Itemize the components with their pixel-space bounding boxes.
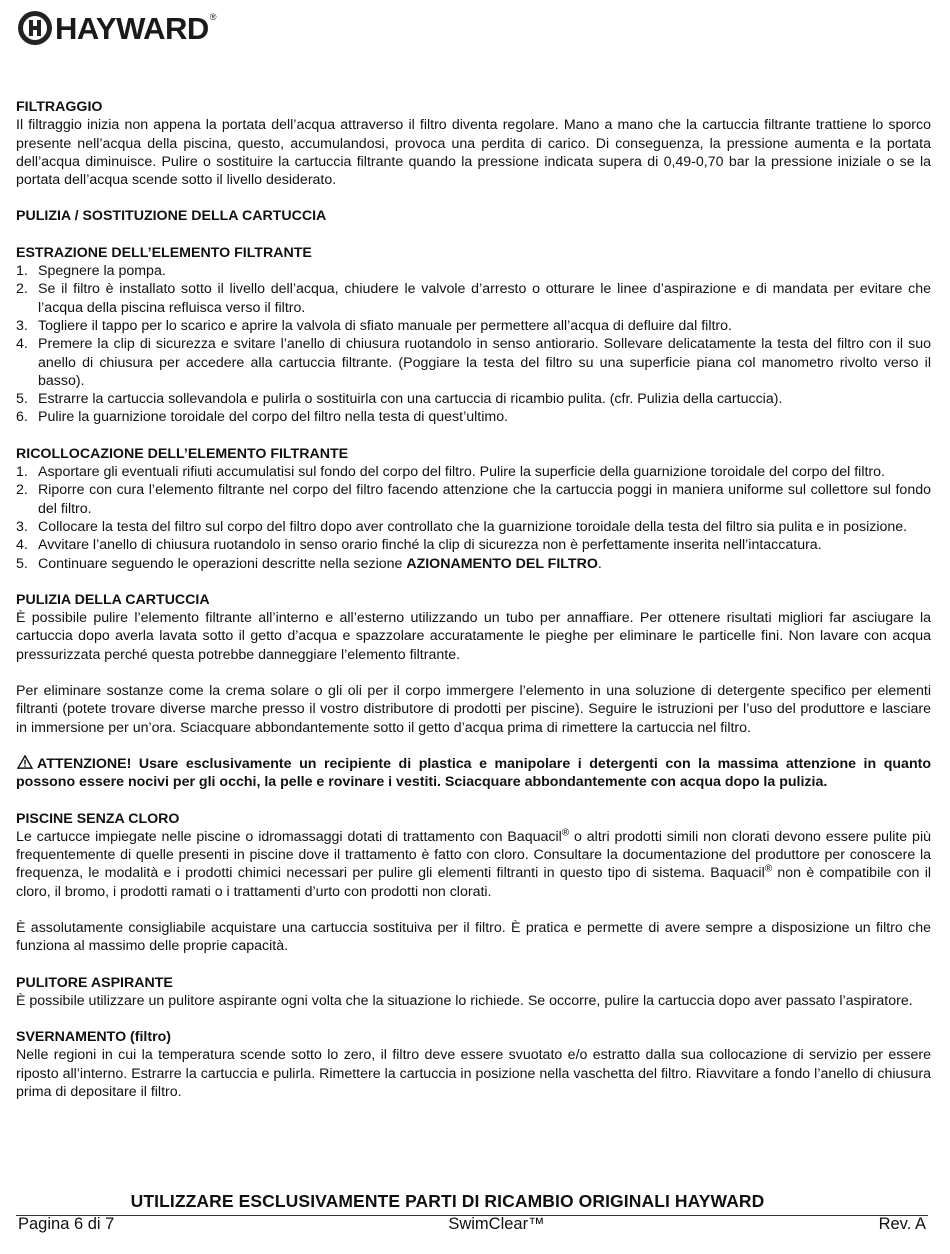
list-item: 1. Asportare gli eventuali rifiuti accumulatisi sul fondo del corpo del filtro. Pulire la superficie della guarnizione toroidale del corpo del filtro. (16, 464, 885, 481)
brand-logo (18, 10, 216, 46)
section-reference: AZIONAMENTO DEL FILTRO (406, 555, 598, 572)
paragraph-pulitore: È possibile utilizzare un pulitore aspirante ogni volta che la situazione lo richiede. Se occorre, pulire la cartuccia dopo aver passato l’aspiratore. (16, 992, 913, 1009)
list-item: 5. Continuare seguendo le operazioni descritte nella sezione AZIONAMENTO DEL FILTRO. (16, 555, 602, 572)
page-number: Pagina 6 di 7 (18, 1215, 115, 1233)
list-item: 3. Collocare la testa del filtro sul corpo del filtro dopo aver controllato che la guarnizione toroidale della testa del filtro sia pulita e in posizione. (16, 518, 908, 535)
heading-pulizia-sostituzione: PULIZIA / SOSTITUZIONE DELLA CARTUCCIA (16, 208, 327, 225)
heading-estrazione: ESTRAZIONE DELL’ELEMENTO FILTRANTE (16, 244, 312, 261)
list-estrazione (16, 262, 931, 427)
heading-pulitore-aspirante: PULITORE ASPIRANTE (16, 974, 173, 991)
paragraph-pulizia-2: Per eliminare sostanze come la crema solare o gli oli per il corpo immergere l’elemento in una soluzione di detergente specifico per elementi filtranti (potete trovare diverse marche presso il vostro distributore di prodotti per piscine). Seguire le istruzioni per l’uso del produttore e lasciare in immersione per un’ora. Sciacquare abbondantemente sotto il getto d’acqua prima di rimettere la cartuccia nel filtro. (16, 683, 931, 736)
heading-pulizia-cartuccia: PULIZIA DELLA CARTUCCIA (16, 591, 210, 608)
list-item: 2. Riporre con cura l’elemento filtrante nel corpo del filtro facendo attenzione che la cartuccia poggi in maniera uniforme sul collettore sul fondo del filtro. (16, 482, 931, 517)
list-ricollocazione (16, 463, 931, 573)
list-item: 6. Pulire la guarnizione toroidale del corpo del filtro nella testa di quest’ultimo. (16, 409, 509, 426)
heading-svernamento: SVERNAMENTO (filtro) (16, 1029, 172, 1046)
list-item: 3. Togliere il tappo per lo scarico e aprire la valvola di sfiato manuale per permettere all’acqua di defluire dal filtro. (16, 317, 732, 334)
list-item: 4. Avvitare l’anello di chiusura ruotandolo in senso orario finché la clip di sicurezza non è perfettamente inserita nell’intaccatura. (16, 537, 822, 554)
paragraph-pulizia-1: È possibile pulire l’elemento filtrante all’interno e all’esterno utilizzando un tubo per annaffiare. Per ottenere risultati migliori far asciugare la cartuccia dopo averla lavata sotto il getto d’acqua e spazzolare accuratamente le pieghe per eliminare le particelle fini. Non lavare con acqua pressurizzata perché questa potrebbe danneggiare l’elemento filtrante. (16, 610, 931, 663)
list-item: 2. Se il filtro è installato sotto il livello dell’acqua, chiudere le valvole d’arresto o otturare le linee d’aspirazione e di mandata per evitare che l’acqua della piscina refluisca verso il filtro. (16, 281, 931, 316)
warning-notice: ATTENZIONE! Usare esclusivamente un recipiente di plastica e manipolare i detergenti con la massima attenzione in quanto possono essere nocivi per gli occhi, la pelle e rovinare i vestiti. Sciacquare abbondantemente con acqua dopo la pulizia. (16, 755, 931, 791)
list-item: 1. Spegnere la pompa. (16, 263, 166, 280)
brand-name: HAYWARD® (55, 10, 216, 46)
paragraph-piscine-2: È assolutamente consigliabile acquistare una cartuccia sostituiva per il filtro. È pratica e permette di avere sempre a disposizione un filtro che funziona al massimo delle proprie capacità. (16, 919, 931, 955)
hayward-h-logo-icon (18, 11, 52, 45)
heading-piscine-senza-cloro: PISCINE SENZA CLORO (16, 810, 180, 827)
footer (18, 1215, 926, 1234)
heading-filtraggio: FILTRAGGIO (16, 99, 103, 115)
heading-ricollocazione: RICOLLOCAZIONE DELL’ELEMENTO FILTRANTE (16, 445, 349, 462)
paragraph-svernamento: Nelle regioni in cui la temperatura scende sotto lo zero, il filtro deve essere svuotato e/o estratto dalla sua collocazione di servizio per essere riposto all’interno. Estrarre la cartuccia e pulirla. Rimettere la cartuccia in posizione nella vaschetta del filtro. Riavvitare a fondo l’anello di chiusura prima di depositare il filtro. (16, 1047, 931, 1101)
warning-triangle-icon (16, 755, 34, 769)
document-body (16, 98, 931, 1101)
list-item: 5. Estrarre la cartuccia sollevandola e pulirla o sostituirla con una cartuccia di ricambio pulita. (cfr. Pulizia della cartuccia). (16, 391, 783, 408)
paragraph-filtraggio: Il filtraggio inizia non appena la portata dell’acqua attraverso il filtro diventa regolare. Mano a mano che la cartuccia filtrante trattiene lo sporco presente nell’acqua della piscina, questo, accumulandosi, provoca una perdita di carico. Di conseguenza, la pressione aumenta e la portata dell’acqua diminuisce. Pulire o sostituire la cartuccia filtrante quando la pressione indicata supera di 0,49-0,70 bar la pressione iniziale o se la portata dell’acqua scende sotto il livello desiderato. (16, 117, 931, 189)
footer-notice: UTILIZZARE ESCLUSIVAMENTE PARTI DI RICAMBIO ORIGINALI HAYWARD (130, 1191, 765, 1211)
product-name: SwimClear™ (448, 1215, 545, 1233)
list-item: 4. Premere la clip di sicurezza e svitare l’anello di chiusura ruotandolo in senso antiorario. Sollevare delicatamente la testa del filtro con il suo anello di chiusura per accedere alla cartuccia filtrante. (Poggiare la testa del filtro su una superficie piana col manometro rivolto verso il basso). (16, 336, 931, 389)
paragraph-piscine-1: Le cartucce impiegate nelle piscine o idromassaggi dotati di trattamento con Baquacil® o altri prodotti simili non clorati devono essere pulite più frequentemente di quelle presenti in piscine dove il trattamento è fatto con cloro. Consultare la documentazione del produttore per conoscere la frequenza, le modalità e i prodotti chimici necessari per pulire gli elementi filtranti in questo tipo di sistema. Baquacil® non è compatibile con il cloro, il bromo, i prodotti ramati o i trattamenti d’urto con prodotti non clorati. (16, 827, 931, 900)
revision: Rev. A (878, 1215, 926, 1233)
